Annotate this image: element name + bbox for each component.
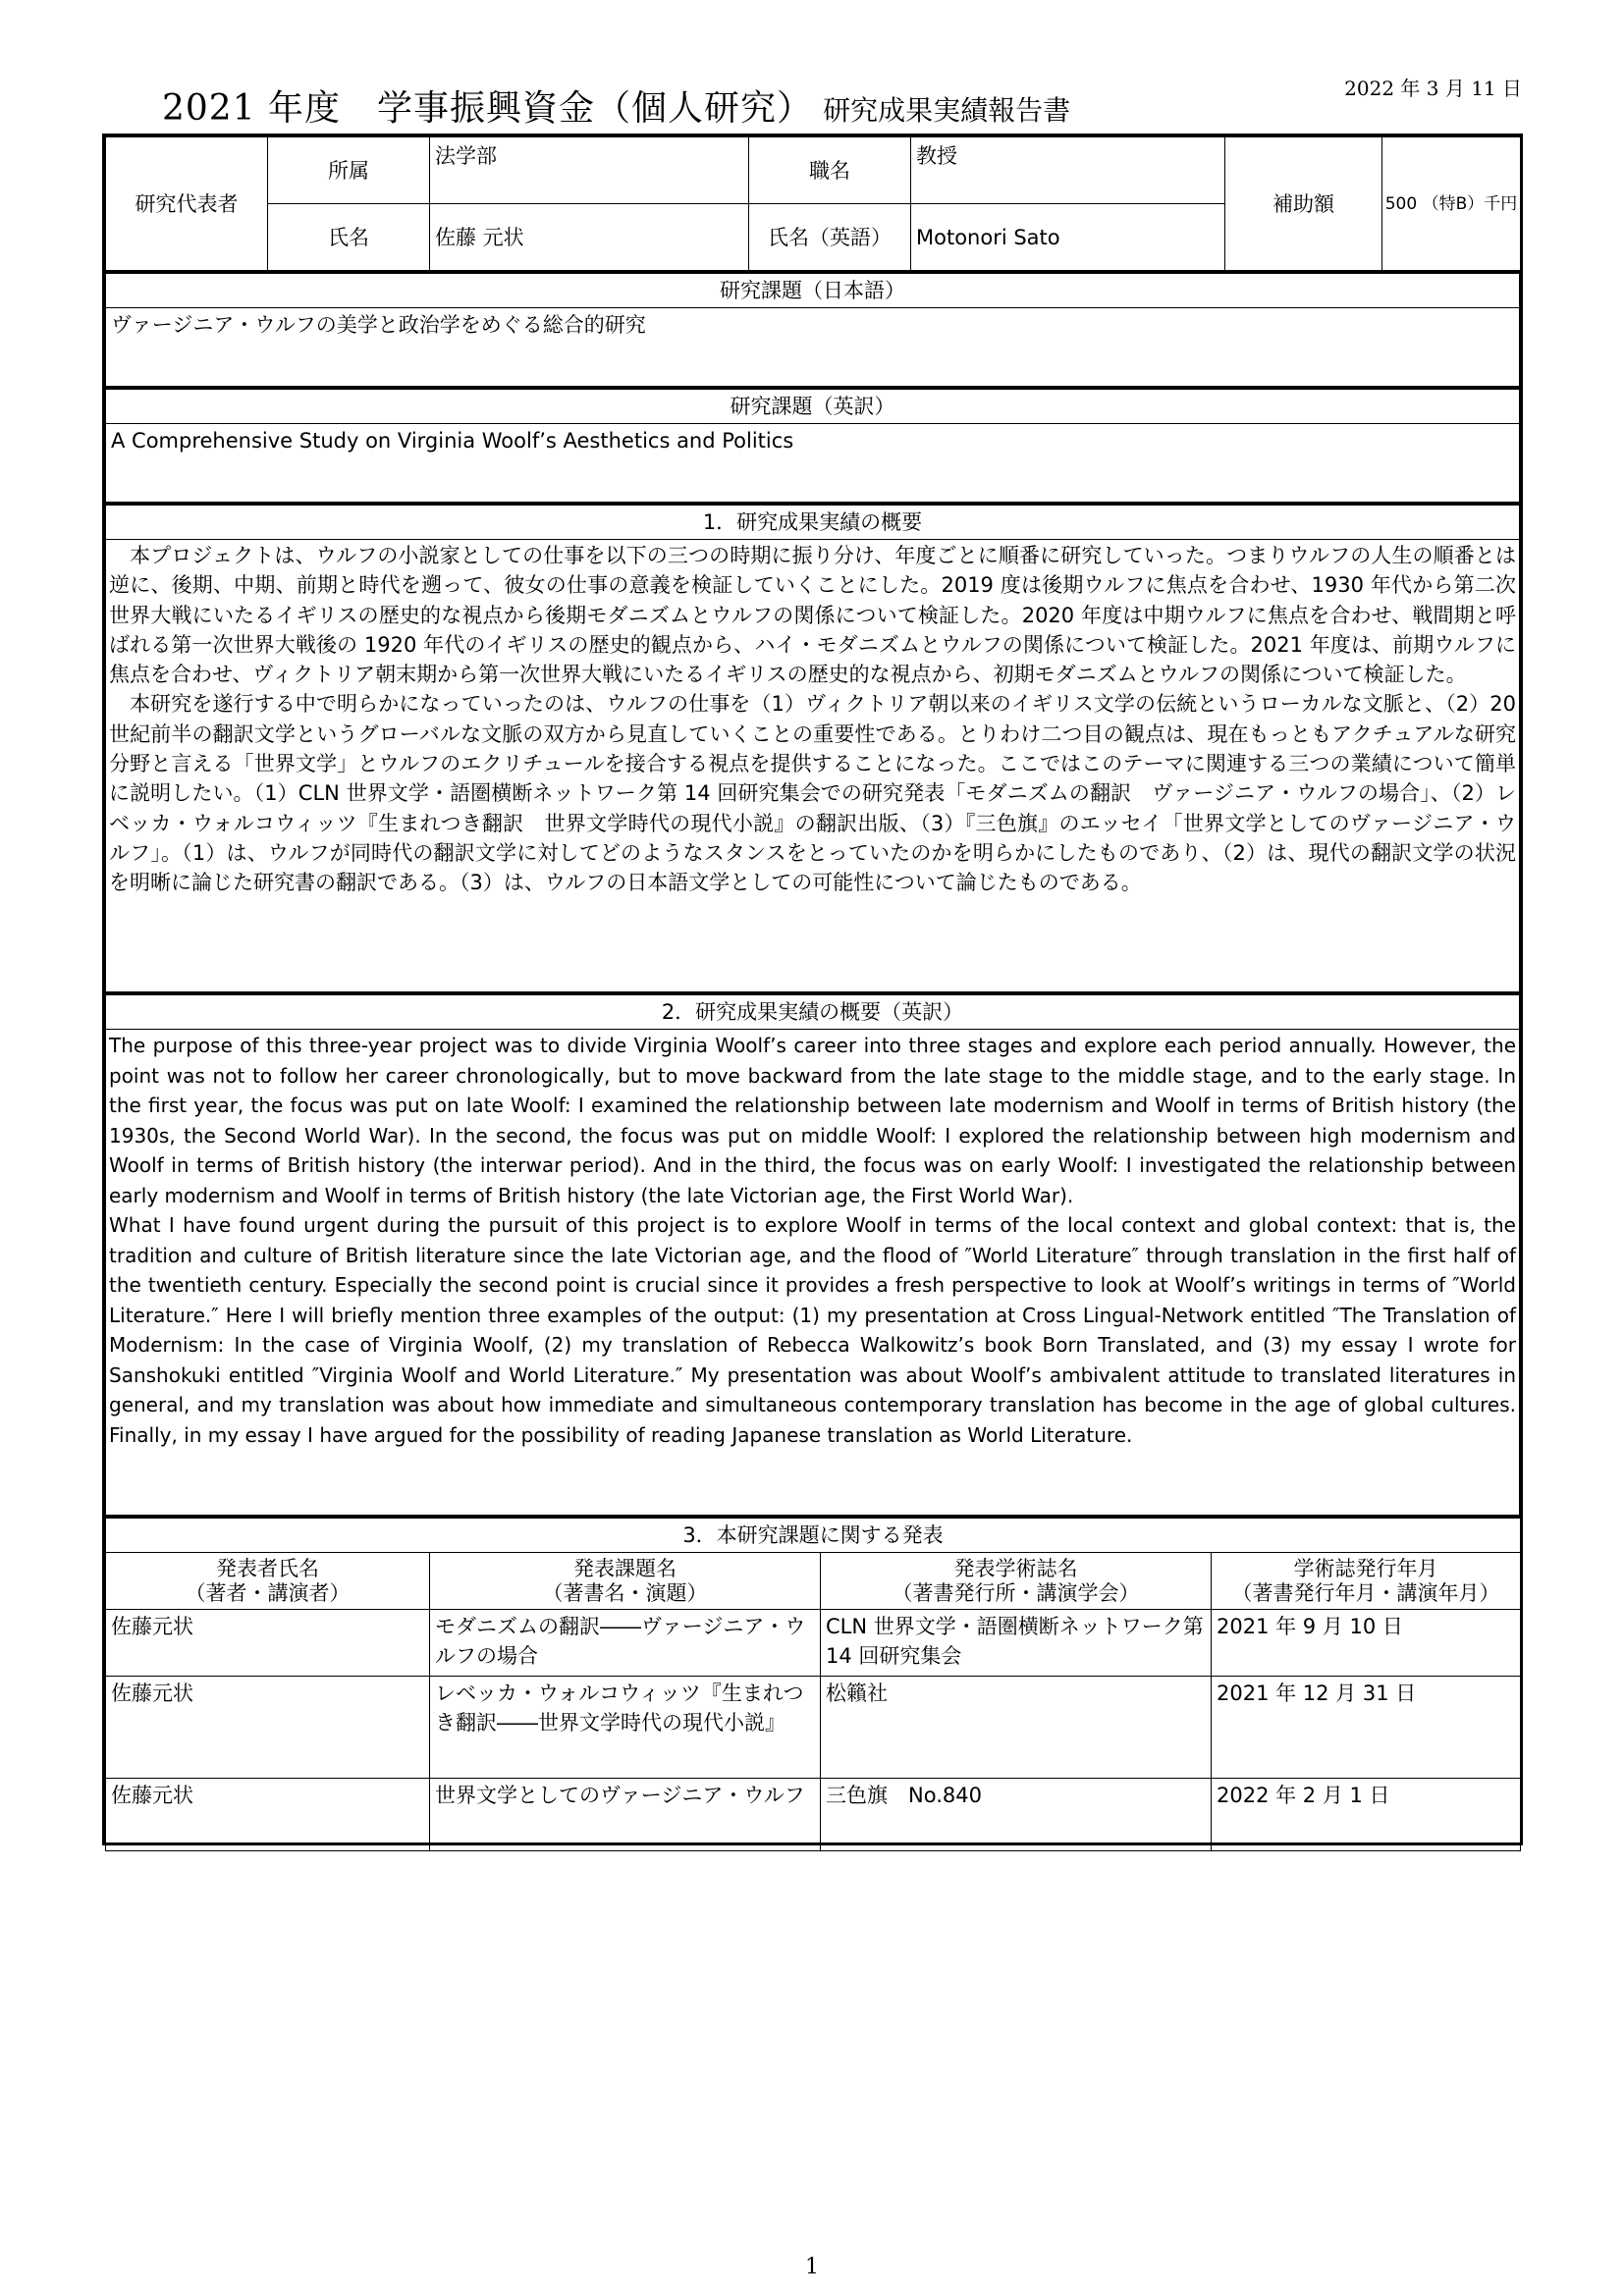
publication-date: 2022 年 2 月 1 日	[1212, 1779, 1521, 1851]
publication-author: 佐藤元状	[106, 1677, 430, 1779]
column-header-line: （著書発行所・講演学会）	[892, 1580, 1140, 1605]
topic-en-table	[105, 387, 1520, 503]
table-row	[106, 1677, 1521, 1779]
summary-ja-heading: 1．研究成果実績の概要	[106, 505, 1520, 540]
topic-ja-text: ヴァージニア・ウルフの美学と政治学をめぐる総合的研究	[106, 308, 1520, 387]
publication-date: 2021 年 12 月 31 日	[1212, 1677, 1521, 1779]
summary-ja-paragraph: 本研究を遂行する中で明らかになっていったのは、ウルフの仕事を（1）ヴィクトリア朝以来のイギリス文学の伝統というローカルな文脈と、（2）20 世紀前半の翻訳文学というグローバルな文脈の双方から見直していくことの重要性である。とりわけ二つ目の観点は、現在もっともアクチュアルな研究分野と言える「世界文学」とウルフのエクリチュールを接合する視点を提供することになった。ここではこのテーマに関連する三つの業績について簡単に説明したい。（1）CLN 世界文学・語圏横断ネットワーク第 14 回研究集会での研究発表「モダニズムの翻訳 ヴァージニア・ウルフの場合」、（2）レベッカ・ウォルコウィッツ『生まれつき翻訳 世界文学時代の現代小説』の翻訳出版、（3）『三色旗』のエッセイ「世界文学としてのヴァージニア・ウルフ」。（1）は、ウルフが同時代の翻訳文学に対してどのようなスタンスをとっていたのかを明らかにしたものであり、（2）は、現代の翻訳文学の状況を明晰に論じた研究書の翻訳である。（3）は、ウルフの日本語文学としての可能性について論じたものである。	[109, 692, 1516, 895]
table-row	[106, 1610, 1521, 1677]
column-header-line: 学術誌発行年月	[1293, 1556, 1438, 1580]
column-header-title	[430, 1553, 821, 1610]
publication-author: 佐藤元状	[106, 1779, 430, 1851]
publication-venue: 三色旗 No.840	[821, 1779, 1212, 1851]
page-title-main: 2021 年度 学事振興資金（個人研究）	[162, 88, 814, 129]
grant-label: 補助額	[1225, 137, 1382, 271]
topic-en-heading: 研究課題（英訳）	[106, 389, 1520, 424]
name-label: 氏名	[268, 204, 430, 271]
representative-table	[105, 136, 1521, 271]
column-header-line: 発表学術誌名	[953, 1556, 1078, 1580]
column-header-line: （著書名・演題）	[542, 1580, 708, 1605]
publications-heading: 3．本研究課題に関する発表	[106, 1518, 1521, 1553]
page-title	[162, 80, 1070, 131]
report-date: 2022 年 3 月 11 日	[1344, 77, 1522, 100]
summary-ja-paragraph: 本プロジェクトは、ウルフの小説家としての仕事を以下の三つの時期に振り分け、年度ごとに順番に研究していった。つまりウルフの人生の順番とは逆に、後期、中期、前期と時代を遡って、彼女の仕事の意義を検証していくことにした。2019 度は後期ウルフに焦点を合わせ、1930 年代から第二次世界大戦にいたるイギリスの歴史的な視点から後期モダニズムとウルフの関係について検証した。2020 年度は中期ウルフに焦点を合わせ、戦間期と呼ばれる第一次世界大戦後の 1920 年代のイギリスの歴史的観点から、ハイ・モダニズムとウルフの関係について検証した。2021 年度は、前期ウルフに焦点を合わせ、ヴィクトリア朝末期から第一次世界大戦にいたるイギリスの歴史的な視点から、初期モダニズムとウルフの関係について検証した。	[109, 544, 1516, 687]
affiliation-value: 法学部	[430, 137, 749, 204]
summary-en-heading: 2．研究成果実績の概要（英訳）	[106, 994, 1520, 1030]
publications-table	[105, 1516, 1521, 1851]
column-header-line: （著書発行年月・講演年月）	[1231, 1580, 1500, 1605]
name-en-value: Motonori Sato	[911, 204, 1225, 271]
publication-author: 佐藤元状	[106, 1610, 430, 1677]
publication-title: モダニズムの翻訳――ヴァージニア・ウルフの場合	[430, 1610, 821, 1677]
column-header-author	[106, 1553, 430, 1610]
topic-ja-heading: 研究課題（日本語）	[106, 273, 1520, 308]
summary-en-paragraph: What I have found urgent during the pursuit of this project is to explore Woolf in terms of the local context and global context: that is, the tradition and culture of British literature since the late Victorian age, and the flood of ″World Literature″ through translation in the first half of the twentieth century. Especially the second point is crucial since it provides a fresh perspective to look at Woolf’s writings in terms of ″World Literature.″ Here I will briefly mention three examples of the output: (1) my presentation at Cross Lingual-Network entitled ″The Translation of Modernism: In the case of Virginia Woolf, (2) my translation of Rebecca Walkowitz’s book Born Translated, and (3) my essay I wrote for Sanshokuki entitled ″Virginia Woolf and World Literature.″ My presentation was about Woolf’s ambivalent attitude to translated literatures in general, and my translation was about how immediate and simultaneous contemporary translation has become in the age of global cultures. Finally, in my essay I have argued for the possibility of reading Japanese translation as World Literature.	[109, 1213, 1516, 1447]
column-header-line: 発表課題名	[573, 1556, 677, 1580]
position-value: 教授	[911, 137, 1225, 204]
summary-ja-table	[105, 503, 1520, 992]
column-header-date	[1212, 1553, 1521, 1610]
column-header-venue	[821, 1553, 1212, 1610]
summary-ja-body	[106, 540, 1520, 992]
publication-title: レベッカ・ウォルコウィッツ『生まれつき翻訳――世界文学時代の現代小説』	[430, 1677, 821, 1779]
grant-value: 500 （特B）千円	[1382, 137, 1521, 271]
page-number: 1	[805, 2255, 819, 2279]
summary-en-body	[106, 1030, 1520, 1516]
publication-date: 2021 年 9 月 10 日	[1212, 1610, 1521, 1677]
publication-venue: 松籟社	[821, 1677, 1212, 1779]
publication-title: 世界文学としてのヴァージニア・ウルフ	[430, 1779, 821, 1851]
topic-en-text: A Comprehensive Study on Virginia Woolf’s Aesthetics and Politics	[106, 424, 1520, 503]
summary-en-table	[105, 992, 1520, 1516]
summary-en-paragraph: The purpose of this three-year project was to divide Virginia Woolf’s career into three stages and explore each period annually. However, the point was not to follow her career chronologically, but to move backward from the late stage to the middle stage, and to the early stage. In the first year, the focus was put on late Woolf: I examined the relationship between late modernism and Woolf in terms of British history (the 1930s, the Second World War). In the second, the focus was put on middle Woolf: I explored the relationship between high modernism and Woolf in terms of British history (the interwar period). And in the third, the focus was on early Woolf: I investigated the relationship between early modernism and Woolf in terms of British history (the late Victorian age, the First World War).	[109, 1034, 1516, 1207]
column-header-line: 発表者氏名	[216, 1556, 319, 1580]
representative-label: 研究代表者	[106, 137, 268, 271]
publication-venue: CLN 世界文学・語圏横断ネットワーク第 14 回研究集会	[821, 1610, 1212, 1677]
name-value: 佐藤 元状	[430, 204, 749, 271]
table-row	[106, 1779, 1521, 1851]
name-en-label: 氏名（英語）	[749, 204, 911, 271]
affiliation-label: 所属	[268, 137, 430, 204]
report-form	[102, 133, 1523, 1845]
column-header-line: （著者・講演者）	[185, 1580, 351, 1605]
topic-ja-table	[105, 271, 1520, 387]
page-title-sub: 研究成果実績報告書	[823, 94, 1071, 127]
position-label: 職名	[749, 137, 911, 204]
